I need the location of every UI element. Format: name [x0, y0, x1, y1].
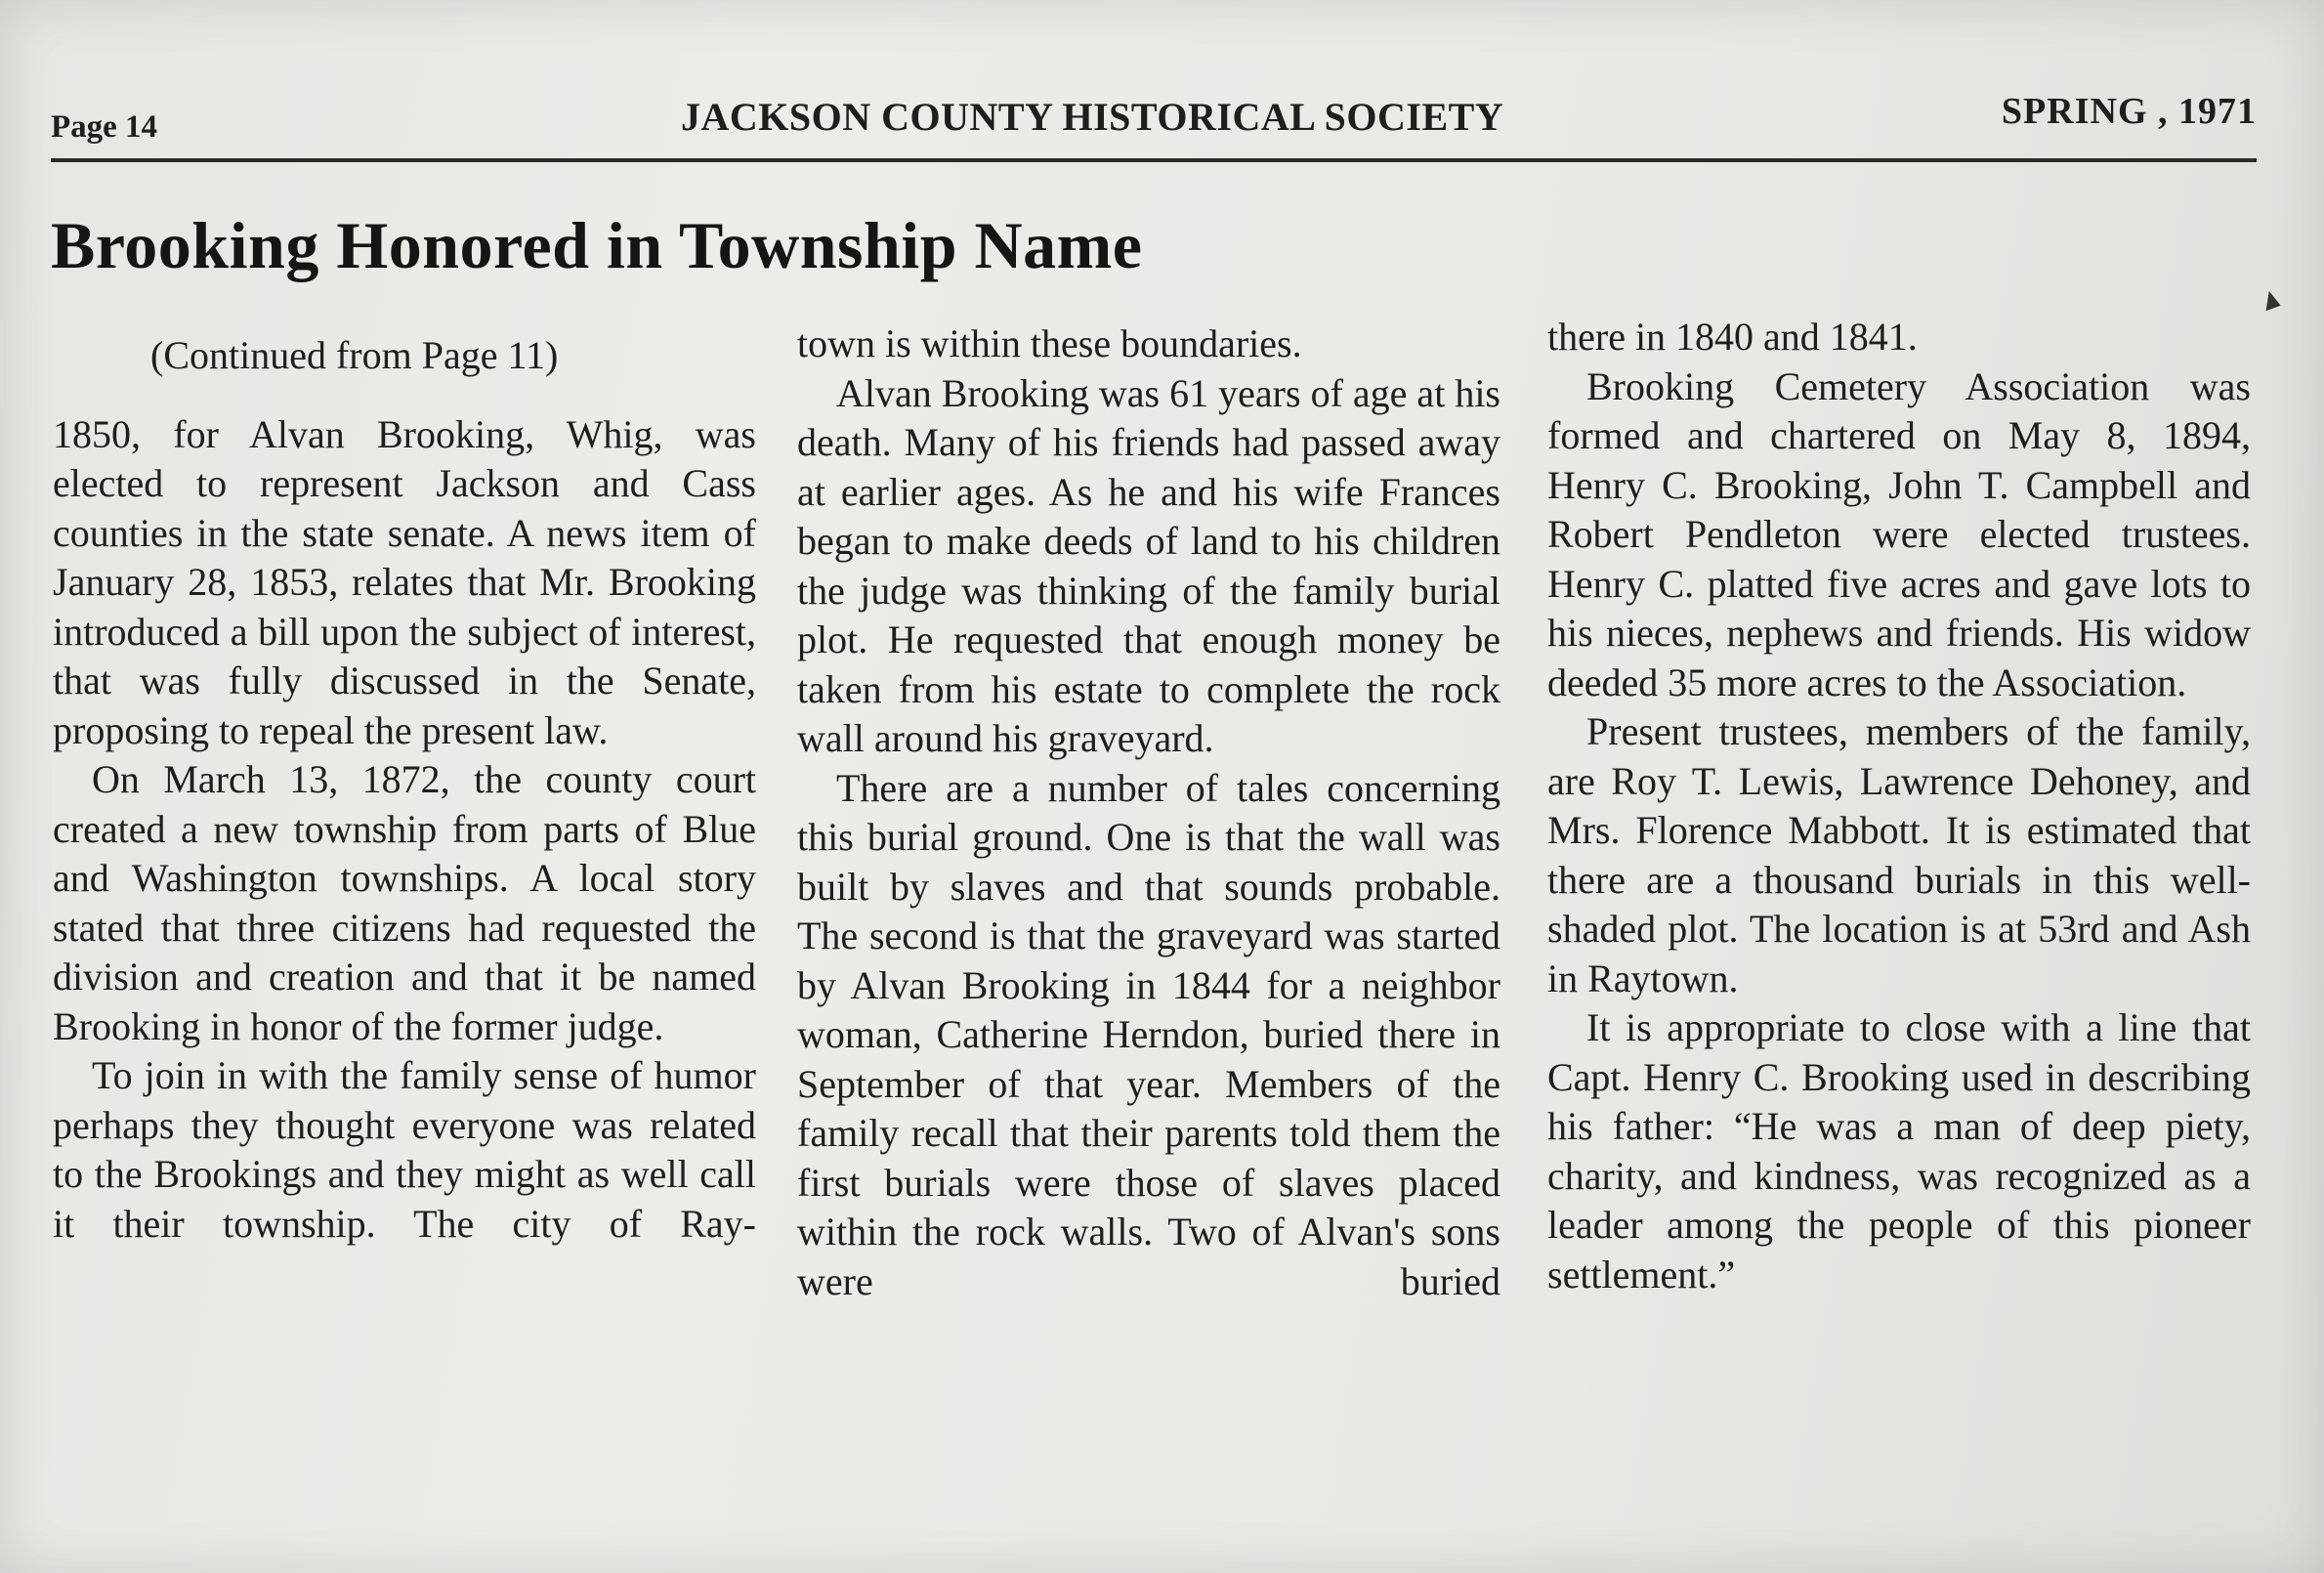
paragraph: 1850, for Alvan Brooking, Whig, was elected to represent Jackson and Cass counties in the state senate. A news item of January 28, 1853, relates that Mr. Brooking introduced a bill upon the subject of interest, that was fully discussed in the Senate, proposing to repeal the present law.: [53, 411, 756, 752]
paragraph: town is within these boundaries.: [797, 321, 1302, 365]
paragraph: It is appropriate to close with a line that Capt. Henry C. Brooking used in describing his father: “He was a man of deep piety, charity, and kindness, was recognized as a leader among the people of this pioneer settlement.”: [1547, 1005, 2251, 1297]
page-number: Page 14: [51, 109, 158, 145]
article-column-2: [797, 319, 1500, 1306]
article-column-3: [1547, 313, 2251, 1299]
header-rule: [51, 158, 2257, 162]
paragraph: There are a number of tales concerning this burial ground. One is that the wall was built by slaves and that sounds probable. The second is that the graveyard was started by Alvan Brooking in 1844 for a neighbor woman, Catherine Herndon, buried there in September of that year. Members of the family recall that their parents told them the first burials were those of slaves placed within the rock walls. Two of Alvan's sons were buried: [797, 765, 1500, 1303]
paragraph: there in 1840 and 1841.: [1547, 315, 1918, 359]
paragraph: Present trustees, members of the family, are Roy T. Lewis, Lawrence Dehoney, and Mrs. Florence Mabbott. It is estimated that there are a thousand burials in this well-shaded plot. The location is at 53rd and Ash in Raytown.: [1547, 709, 2251, 1000]
issue-date: SPRING , 1971: [2001, 91, 2257, 132]
continued-note: (Continued from Page 11): [150, 333, 559, 377]
pen-mark-icon: [2260, 289, 2280, 311]
paragraph: Alvan Brooking was 61 years of age at his death. Many of his friends had passed away at earlier ages. As he and his wife Frances began to make deeds of land to his children the judge was thinking of the family burial plot. He requested that enough money be taken from his estate to complete the rock wall around his graveyard.: [797, 370, 1500, 760]
page-header: [51, 84, 2257, 162]
article-title: Brooking Honored in Township Name: [51, 208, 1143, 282]
paragraph: Brooking Cemetery Association was formed and chartered on May 8, 1894, Henry C. Brooking, John T. Campbell and Robert Pendleton were elected trustees. Henry C. platted five acres and gave lots to his nieces, nephews and friends. His widow deeded 35 more acres to the Association.: [1547, 363, 2251, 704]
publication-name: JACKSON COUNTY HISTORICAL SOCIETY: [681, 95, 1504, 139]
article-column-1: [53, 331, 756, 1249]
paragraph: To join in with the family sense of humor perhaps they thought everyone was related to the Brookings and they might as well call it their township. The city of Ray-: [53, 1053, 756, 1246]
paragraph: On March 13, 1872, the county court created a new township from parts of Blue and Washington townships. A local story stated that three citizens had requested the division and creation and that it be named Brooking in honor of the former judge.: [53, 757, 756, 1048]
